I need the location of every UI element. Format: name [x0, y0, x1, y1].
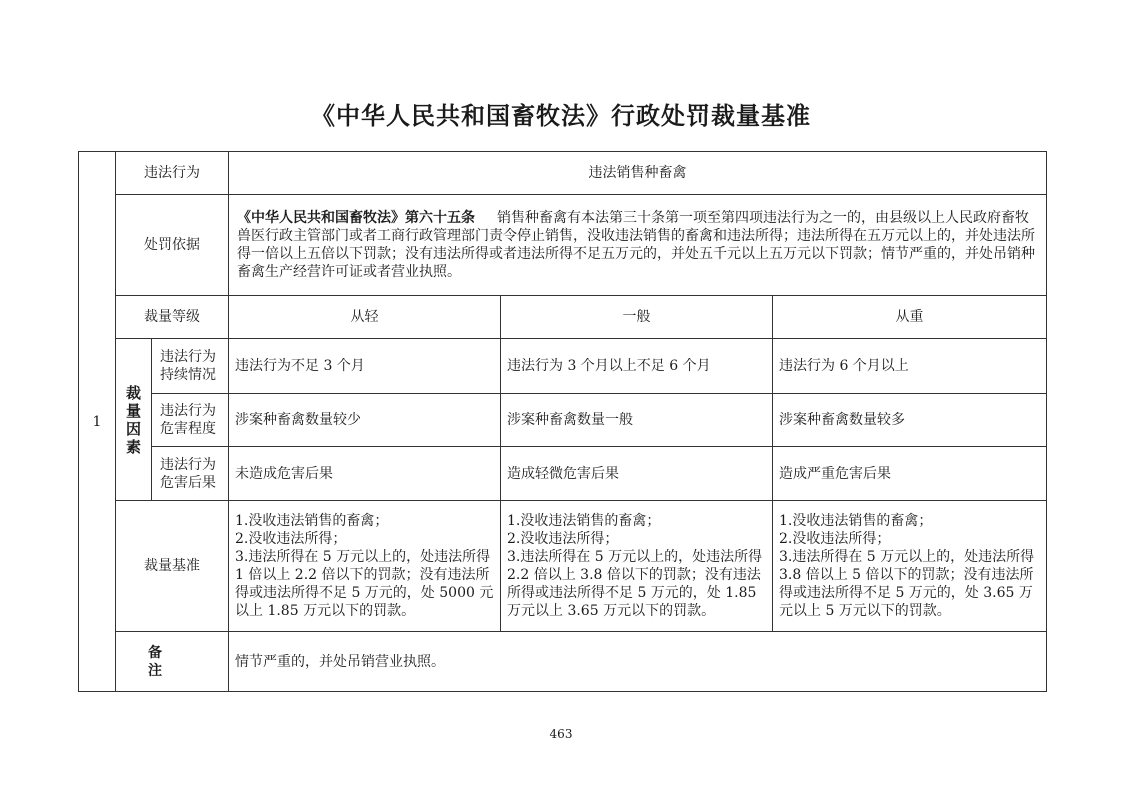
standard-severe: 1.没收违法销售的畜禽； 2.没收违法所得； 3.违法所得在 5 万元以上的，处违法所得 3.8 倍以上 5 倍以下的罚款；没有违法所得或违法所得不足 5 万元的，处 3.65 万元以上 5 万元以下的罚款。	[773, 501, 1047, 632]
note-label: 备注	[116, 632, 229, 692]
violation-value: 违法销售种畜禽	[229, 152, 1047, 195]
factor-duration-severe: 违法行为 6 个月以上	[773, 339, 1047, 394]
penalty-discretion-table	[78, 151, 1047, 692]
standards-label: 裁量基准	[116, 501, 229, 632]
page-title: 《中华人民共和国畜牧法》行政处罚裁量基准	[311, 101, 811, 130]
factor-degree-severe: 涉案种畜禽数量较多	[773, 394, 1047, 447]
factors-group-label	[116, 339, 152, 501]
violation-label: 违法行为	[116, 152, 229, 195]
basis-label: 处罚依据	[116, 195, 229, 296]
factor-duration-general: 违法行为 3 个月以上不足 6 个月	[501, 339, 773, 394]
factors-char: 素	[125, 437, 141, 456]
levels-label: 裁量等级	[116, 296, 229, 339]
basis-content	[229, 195, 1047, 296]
level-lenient: 从轻	[229, 296, 501, 339]
level-severe: 从重	[773, 296, 1047, 339]
factor-degree-lenient: 涉案种畜禽数量较少	[229, 394, 501, 447]
basis-text: 销售种畜禽有本法第三十条第一项至第四项违法行为之一的，由县级以上人民政府畜牧兽医行政主管部门或者工商行政管理部门责令停止销售，没收违法销售的畜禽和违法所得；违法所得在五万元以上的，并处违法所得一倍以上五倍以下罚款；没有违法所得或者违法所得不足五万元的，并处五千元以上五万元以下罚款；情节严重的，并处吊销种畜禽生产经营许可证或者营业执照。	[237, 210, 1035, 280]
factors-char: 因	[125, 419, 141, 438]
factor-degree-general: 涉案种畜禽数量一般	[501, 394, 773, 447]
page-number: 463	[549, 727, 573, 741]
factor-consequence-lenient: 未造成危害后果	[229, 447, 501, 501]
note-text: 情节严重的，并处吊销营业执照。	[229, 632, 1047, 692]
factor-duration-lenient: 违法行为不足 3 个月	[229, 339, 501, 394]
level-general: 一般	[501, 296, 773, 339]
factor-duration-label: 违法行为持续情况	[152, 339, 229, 394]
standard-general: 1.没收违法销售的畜禽； 2.没收违法所得； 3.违法所得在 5 万元以上的，处违法所得 2.2 倍以上 3.8 倍以下的罚款；没有违法所得或违法所得不足 5 万元的，处 1.85 万元以上 3.65 万元以下的罚款。	[501, 501, 773, 632]
basis-article: 《中华人民共和国畜牧法》第六十五条	[237, 210, 475, 226]
serial-number: 1	[79, 152, 116, 692]
factor-consequence-severe: 造成严重危害后果	[773, 447, 1047, 501]
factor-consequence-general: 造成轻微危害后果	[501, 447, 773, 501]
standard-lenient: 1.没收违法销售的畜禽； 2.没收违法所得； 3.违法所得在 5 万元以上的，处违法所得 1 倍以上 2.2 倍以下的罚款；没有违法所得或违法所得不足 5 万元的，处 5000 元以上 1.85 万元以下的罚款。	[229, 501, 501, 632]
factor-consequence-label: 违法行为危害后果	[152, 447, 229, 501]
factors-char: 裁	[125, 383, 141, 402]
factor-degree-label: 违法行为危害程度	[152, 394, 229, 447]
factors-char: 量	[125, 401, 141, 420]
